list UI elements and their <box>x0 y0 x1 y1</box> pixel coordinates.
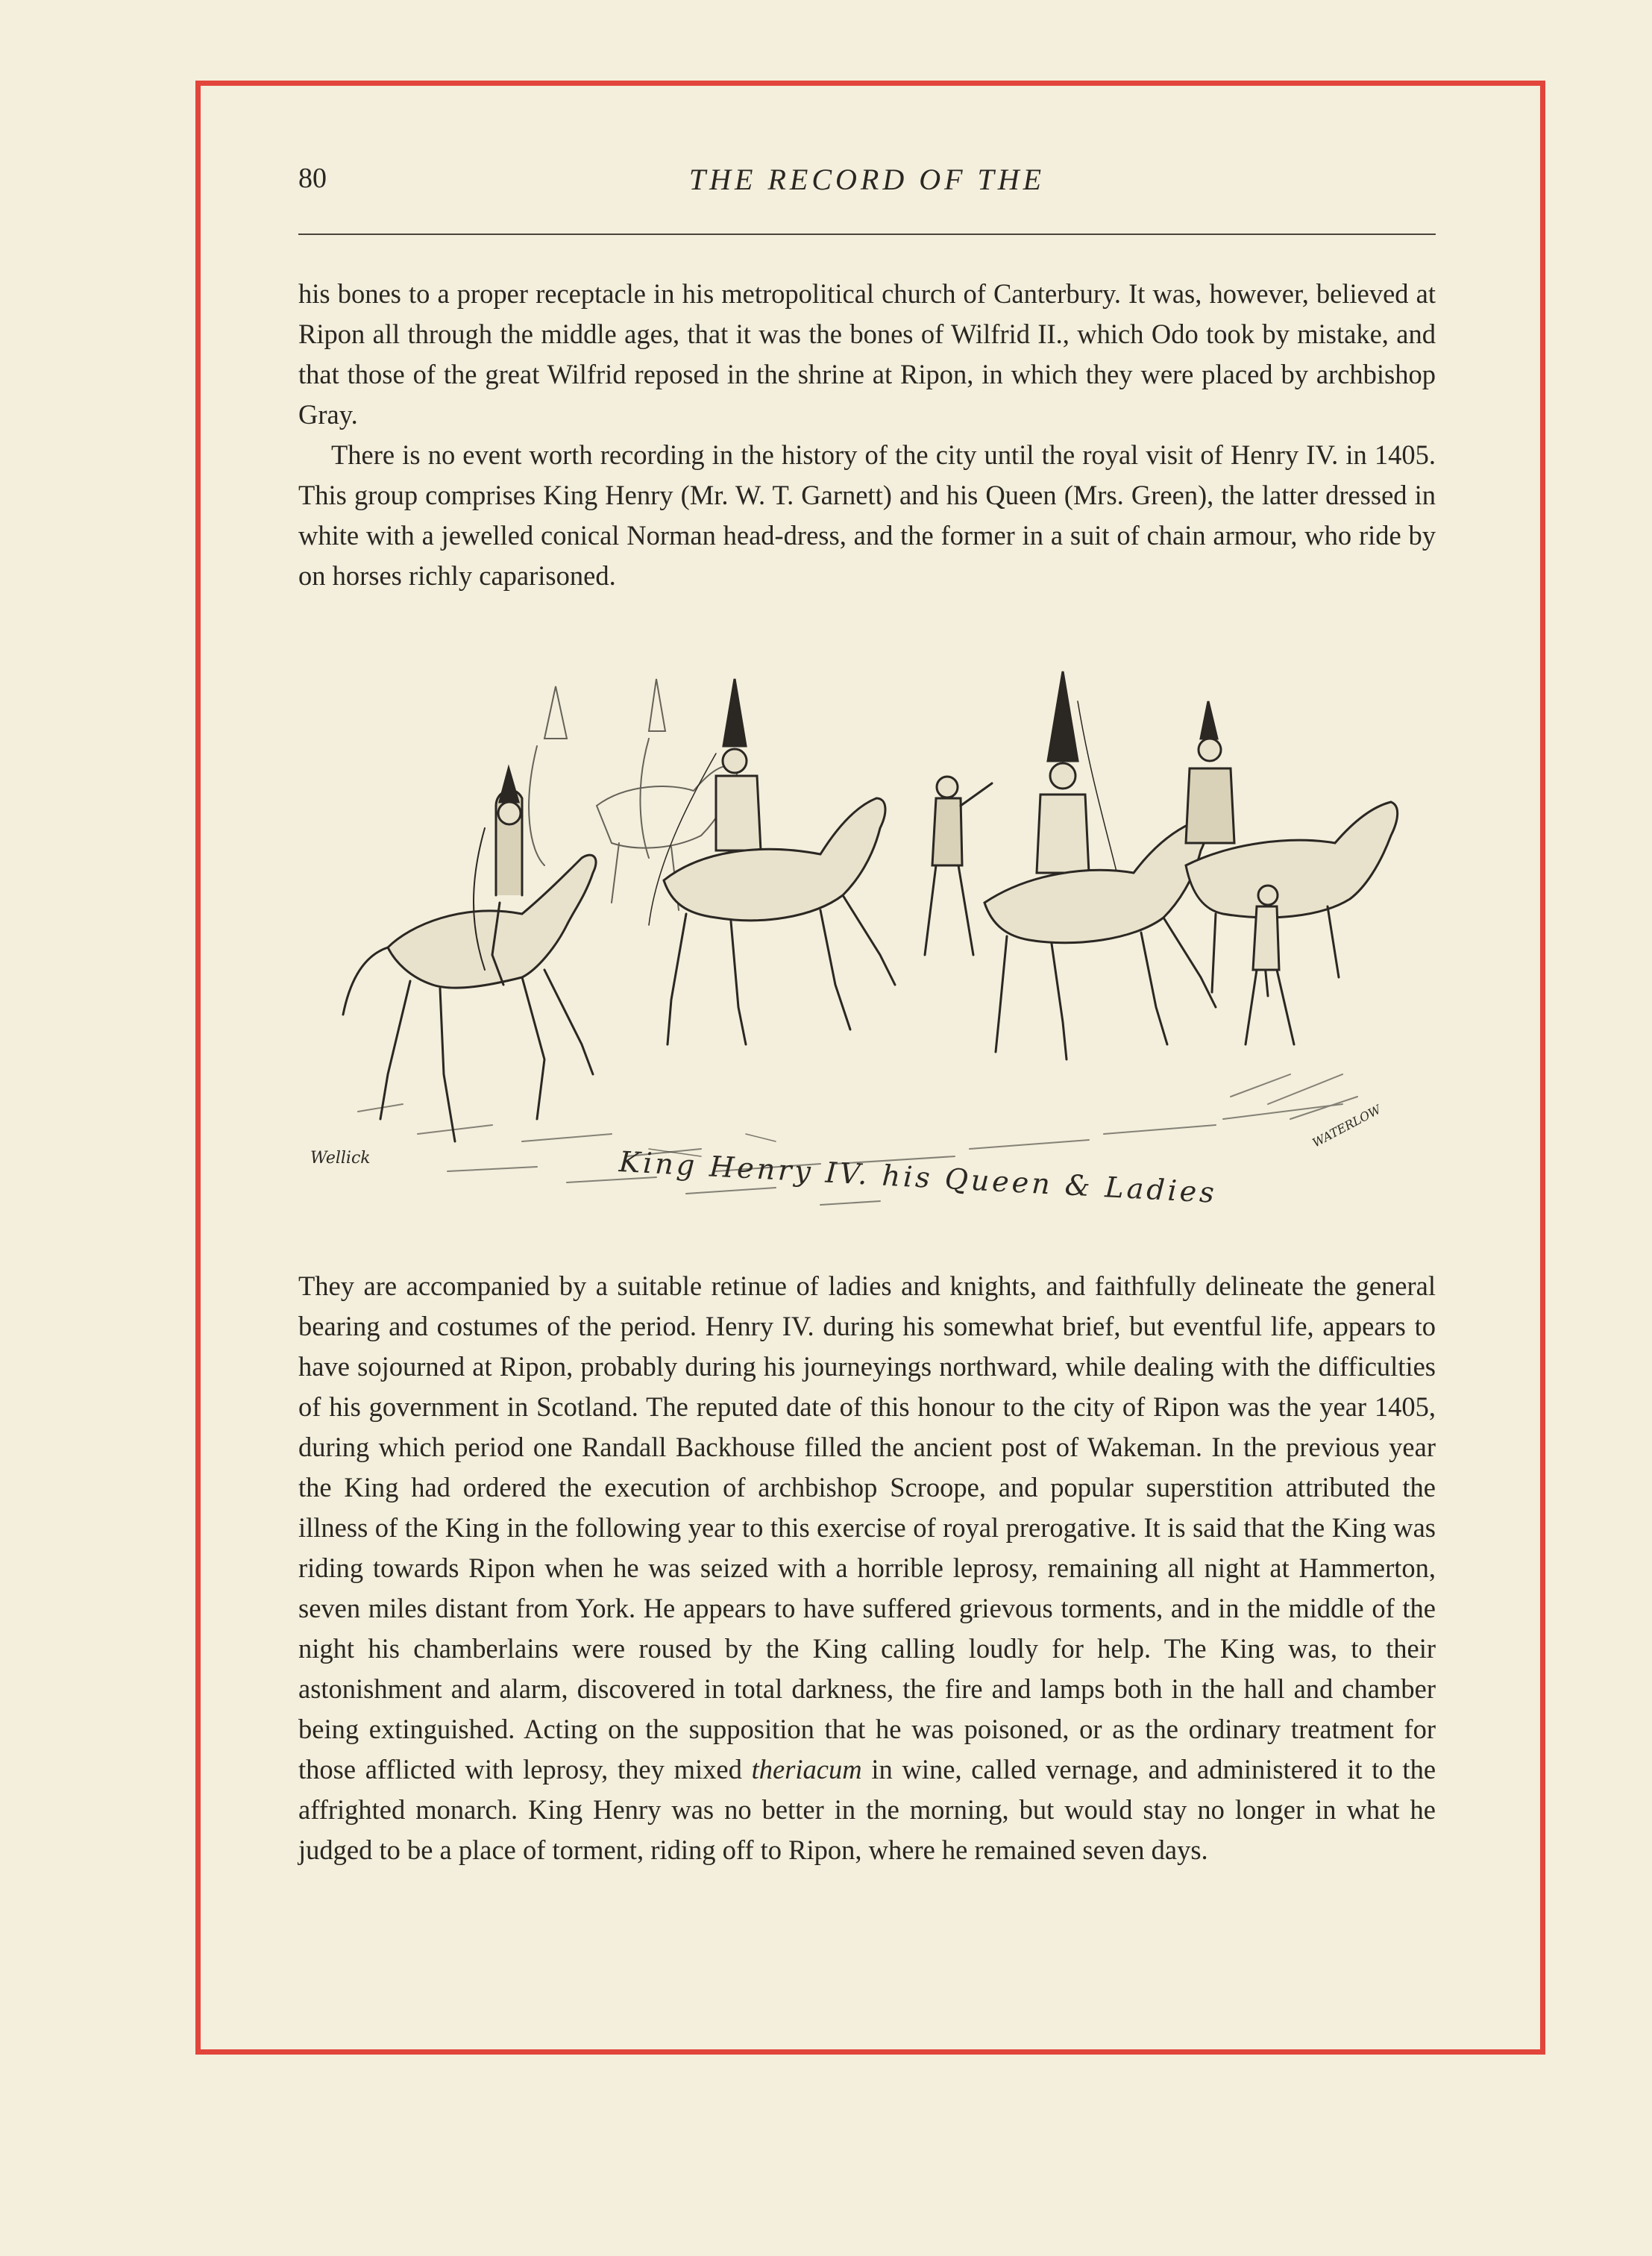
procession-drawing <box>298 657 1436 1216</box>
paragraph-continuation: his bones to a proper receptacle in his metropolitical church of Canterbury. It was, however, believed at Ripon all through the middle ages, that it was the bones of Wilfrid II., which Odo took by mistake, and that those of the great Wilfrid reposed in the shrine at Ripon, in which they were placed by archbishop Gray. <box>298 278 1436 430</box>
retinue-text-before: They are accompanied by a suitable retinue of ladies and knights, and faithfully delineate the general bearing and costumes of the period. Henry IV. during his somewhat brief, but eventful life, appears to have sojourned at Ripon, probably during his journeyings northward, while dealing with the difficulties of his government in Scotland. The reputed date of this honour to the city of Ripon was the year 1405, during which period one Randall Backhouse filled the ancient post of Wakeman. In the previous year the King had ordered the execution of archbishop Scroope, and popular superstition attributed the illness of the King in the following year to this exercise of royal prerogative. It is said that the King was riding towards Ripon when he was seized with a horrible leprosy, remaining all night at Hammerton, seven miles distant from York. He appears to have suffered grievous torments, and in the middle of the night his chamberlains were roused by the King calling loudly for help. The King was, to their astonishment and alarm, discovered in total darkness, the fire and lamps both in the hall and chamber being extinguished. Acting on the supposition that he was poisoned, or as the ordinary treatment for those afflicted with leprosy, they mixed <box>298 1270 1436 1785</box>
illustration-caption: King Henry IV. his Queen & Ladies <box>618 1145 1218 1209</box>
queen-with-hennin-right <box>984 671 1216 1059</box>
page-number: 80 <box>298 163 327 194</box>
illustration-king-henry-procession <box>298 657 1436 1216</box>
paragraph-retinue <box>298 1266 1436 1870</box>
retinue-text-after: in wine, called vernage, and administered it to the affrighted monarch. King Henry was no better in the morning, but would stay no longer in what he judged to be a place of torment, riding off to Ripon, where he remained seven days. <box>298 1754 1436 1865</box>
body-text-bottom <box>298 1266 1436 1870</box>
page-leading-horse <box>925 777 992 955</box>
header-rule <box>298 234 1436 235</box>
page-header <box>298 153 1436 205</box>
body-text-top <box>298 274 1436 596</box>
running-title: THE RECORD OF THE <box>688 163 1046 196</box>
lady-with-hennin-center <box>649 679 895 1044</box>
engraver-signature-right: WATERLOW <box>1310 1102 1384 1150</box>
knight-on-horse-right <box>1186 701 1398 996</box>
paragraph-royal-visit: There is no event worth recording in the history of the city until the royal visit of Henry IV. in 1405. This group comprises King Henry (Mr. W. T. Garnett) and his Queen (Mrs. Green), the latter dressed in white with a jewelled conical Norman head-dress, and the former in a suit of chain armour, who ride by on horses richly caparisoned. <box>298 439 1436 591</box>
knight-on-horse-left <box>343 768 596 1141</box>
artist-signature-left: Wellick <box>310 1149 371 1168</box>
term-theriacum: theriacum <box>751 1754 862 1785</box>
